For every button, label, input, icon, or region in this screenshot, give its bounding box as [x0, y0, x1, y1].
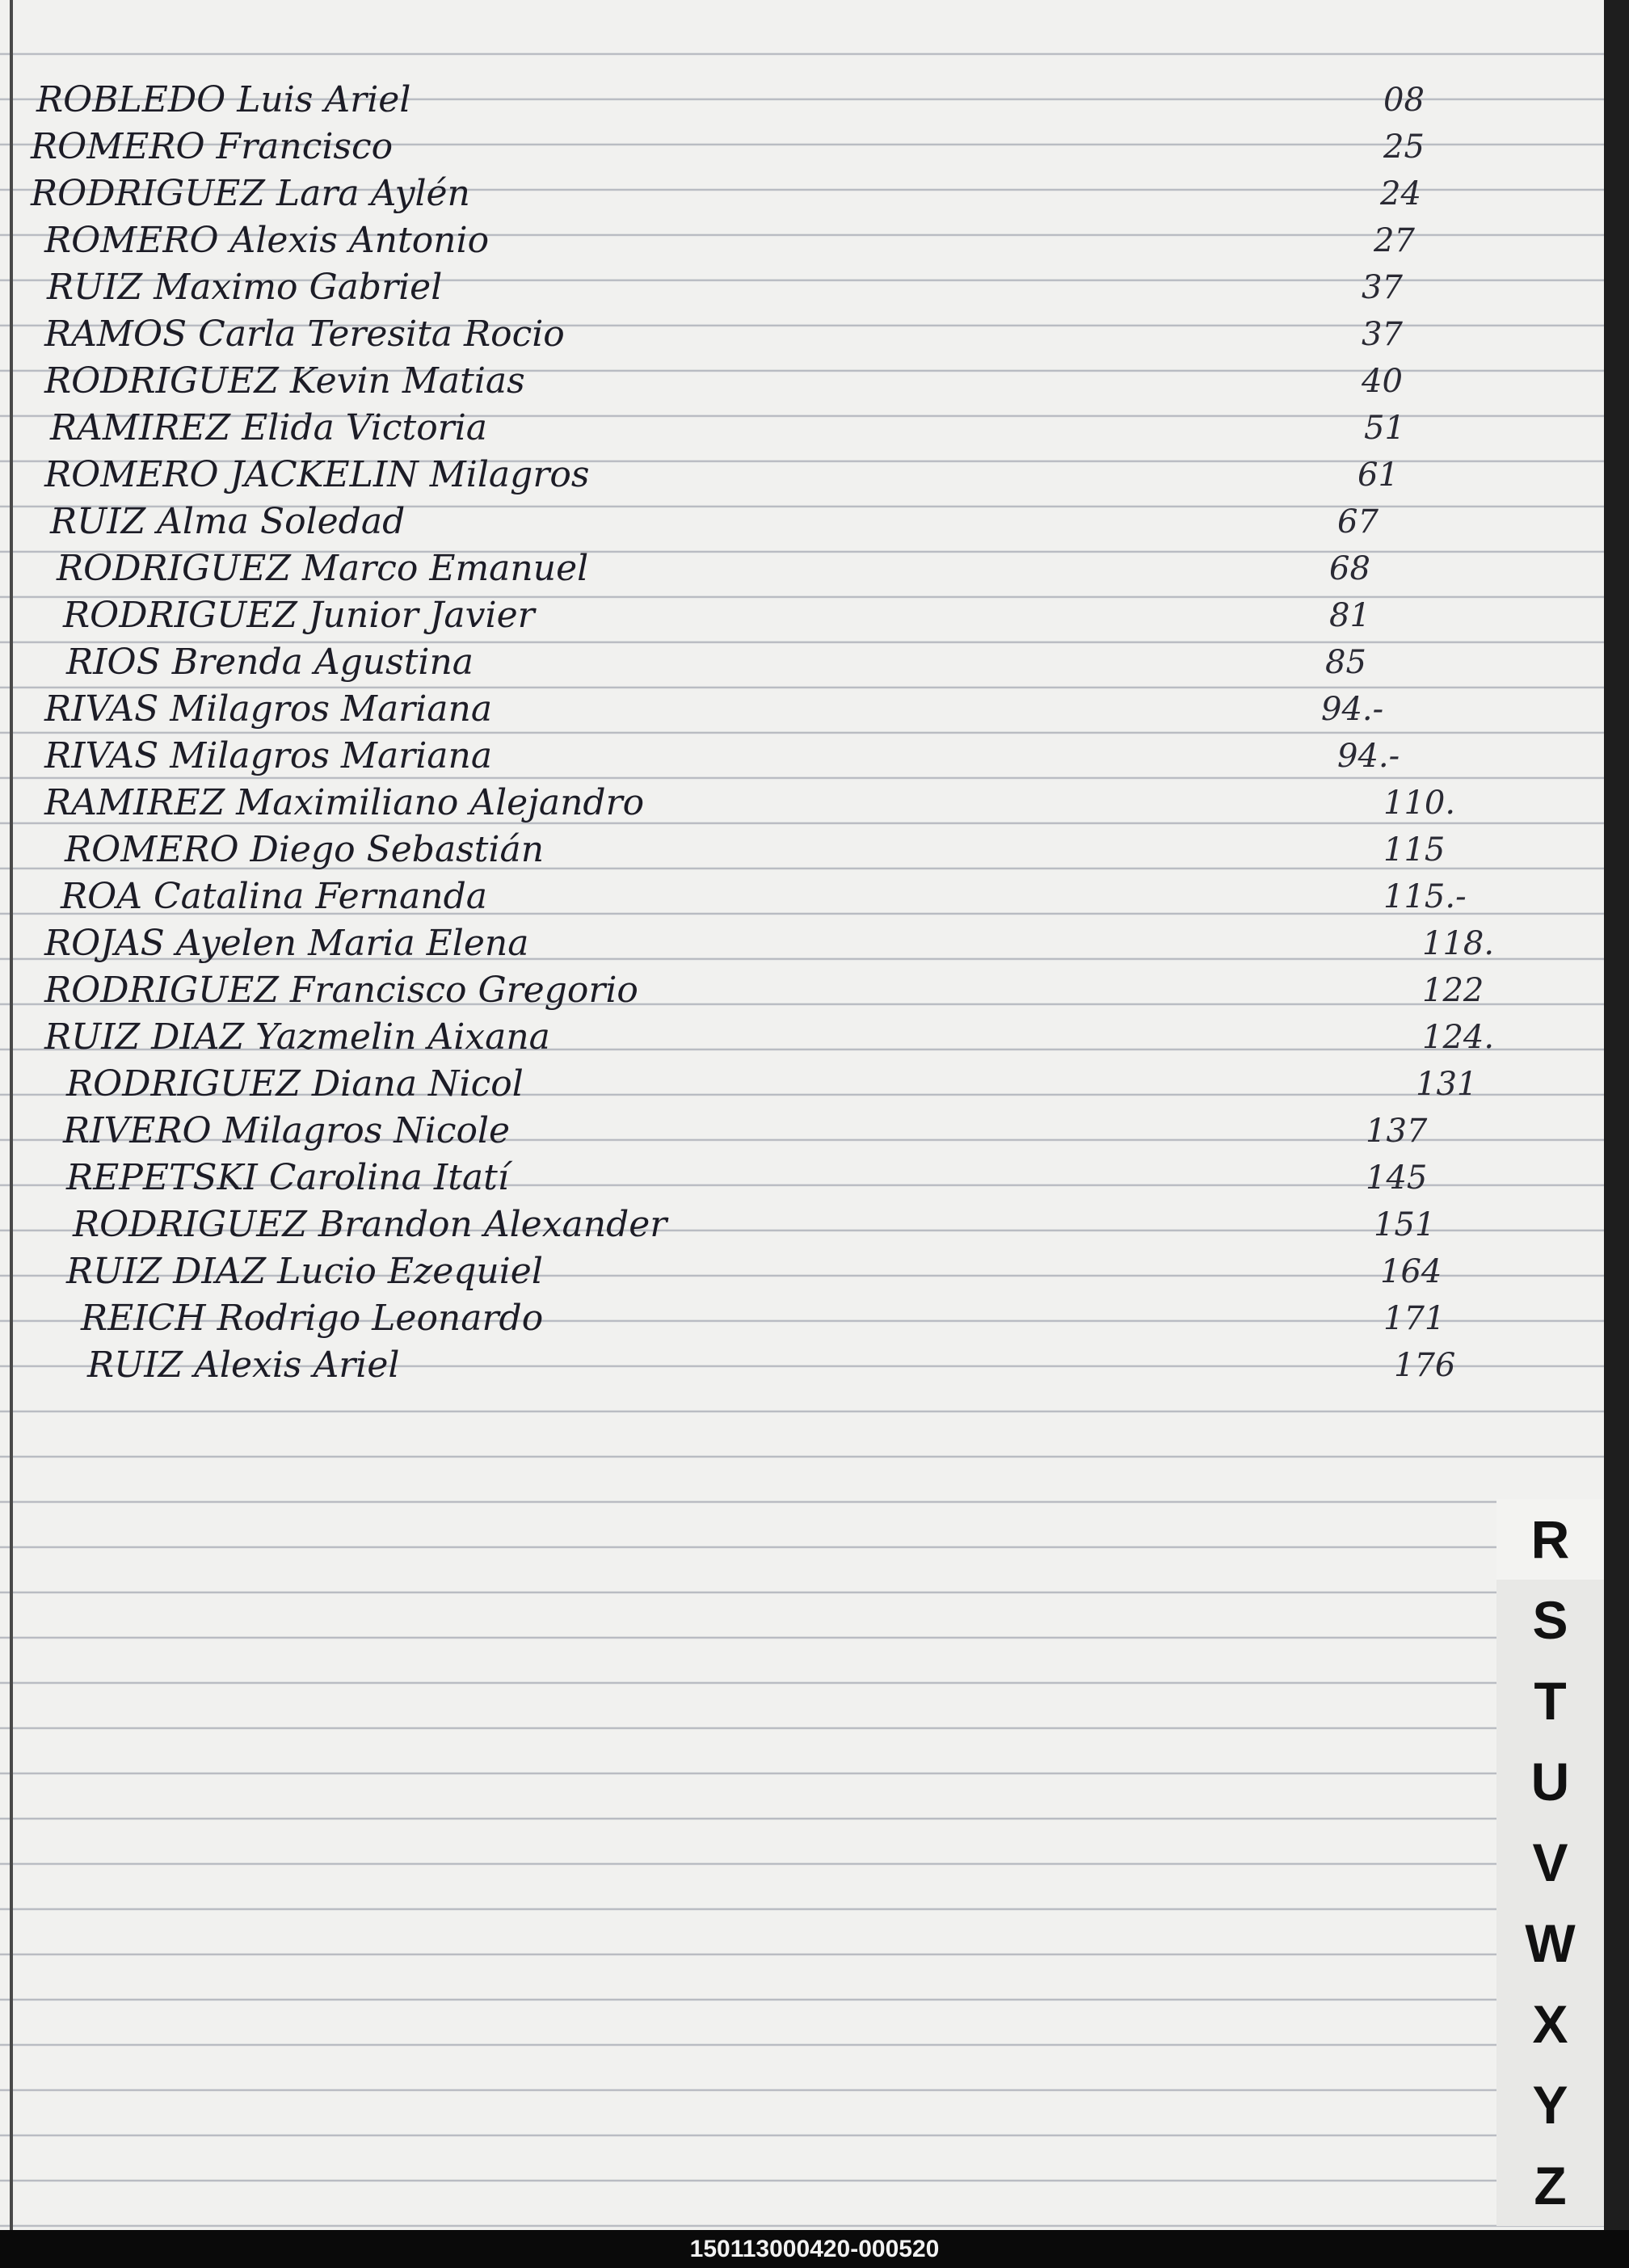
entry-number: 115.- [1383, 878, 1467, 915]
index-tab-u[interactable]: U [1496, 1741, 1604, 1822]
entry-number: 151 [1374, 1206, 1436, 1243]
entry-name: RIVERO Milagros Nicole [63, 1110, 511, 1151]
ledger-entry [0, 1155, 1519, 1201]
ledger-entry [0, 545, 1519, 592]
ledger-entry [0, 1061, 1519, 1108]
index-tab-r[interactable]: R [1496, 1499, 1604, 1580]
entry-name: RODRIGUEZ Francisco Gregorio [44, 970, 638, 1011]
entry-number: 115 [1383, 831, 1446, 869]
entry-name: RODRIGUEZ Marco Emanuel [57, 548, 589, 589]
ledger-entry [0, 1108, 1519, 1155]
ledger-entry [0, 405, 1519, 452]
ledger-entry [0, 358, 1519, 405]
entry-name: RODRIGUEZ Kevin Matias [44, 360, 525, 402]
ledger-entry [0, 920, 1519, 967]
entry-number: 124. [1422, 1019, 1495, 1056]
ledger-entry [0, 124, 1519, 170]
entry-number: 37 [1362, 316, 1403, 353]
entry-name: RODRIGUEZ Brandon Alexander [73, 1204, 667, 1245]
entry-name: ROMERO Diego Sebastián [65, 829, 545, 870]
ledger-entry [0, 311, 1519, 358]
ledger-entry [0, 1248, 1519, 1295]
ledger-entry [0, 873, 1519, 920]
ledger-entry [0, 1201, 1519, 1248]
entry-name: RIVAS Milagros Mariana [44, 735, 493, 776]
entry-name: ROBLEDO Luis Ariel [36, 79, 411, 120]
entry-number: 94.- [1321, 691, 1384, 728]
entry-name: RIOS Brenda Agustina [66, 642, 474, 683]
index-tab-t[interactable]: T [1496, 1660, 1604, 1741]
entry-number: 61 [1358, 457, 1399, 494]
entry-number: 171 [1383, 1300, 1446, 1337]
entry-name: RUIZ DIAZ Yazmelin Aixana [44, 1016, 550, 1058]
entry-name: RUIZ Alexis Ariel [87, 1344, 400, 1386]
entry-name: RUIZ Maximo Gabriel [47, 267, 443, 308]
entry-number: 164 [1380, 1253, 1442, 1290]
entry-number: 81 [1329, 597, 1370, 634]
ledger-entry [0, 1014, 1519, 1061]
ledger-entry [0, 639, 1519, 686]
index-tab-v[interactable]: V [1496, 1822, 1604, 1903]
entry-number: 27 [1374, 222, 1415, 259]
entry-number: 118. [1422, 925, 1495, 962]
index-tab-y[interactable]: Y [1496, 2064, 1604, 2145]
entry-number: 131 [1416, 1066, 1478, 1103]
entry-number: 68 [1329, 550, 1370, 587]
entry-number: 145 [1366, 1159, 1428, 1197]
entry-name: ROMERO Alexis Antonio [44, 220, 490, 261]
entry-number: 67 [1337, 503, 1379, 541]
ledger-entry [0, 452, 1519, 499]
ledger-entry [0, 967, 1519, 1014]
alphabet-index-tabs [1496, 1499, 1604, 2230]
ledger-entry [0, 1295, 1519, 1342]
entry-name: ROA Catalina Fernanda [61, 876, 487, 917]
scan-footer-code: 150113000420-000520 [0, 2230, 1629, 2268]
ledger-entry [0, 827, 1519, 873]
entry-name: RUIZ DIAZ Lucio Ezequiel [66, 1251, 543, 1292]
ledger-entry [0, 1342, 1519, 1389]
entry-name: RODRIGUEZ Lara Aylén [31, 173, 470, 214]
entry-number: 122 [1422, 972, 1484, 1009]
entry-name: RUIZ Alma Soledad [50, 501, 406, 542]
ledger-entry [0, 170, 1519, 217]
entry-number: 25 [1383, 128, 1425, 166]
entry-name: RODRIGUEZ Junior Javier [63, 595, 535, 636]
ledger-entry [0, 217, 1519, 264]
entry-number: 24 [1380, 175, 1421, 212]
entry-number: 37 [1362, 269, 1403, 306]
entry-name: RIVAS Milagros Mariana [44, 688, 493, 730]
ledger-entry [0, 686, 1519, 733]
entry-number: 110. [1383, 785, 1456, 822]
entry-number: 176 [1394, 1347, 1456, 1384]
entry-name: RAMOS Carla Teresita Rocio [44, 313, 565, 355]
entry-name: RODRIGUEZ Diana Nicol [66, 1063, 524, 1105]
index-tab-s[interactable]: S [1496, 1580, 1604, 1660]
ledger-entry [0, 780, 1519, 827]
entry-name: ROMERO JACKELIN Milagros [44, 454, 590, 495]
index-tab-w[interactable]: W [1496, 1903, 1604, 1984]
entry-name: ROJAS Ayelen Maria Elena [44, 923, 529, 964]
index-tab-x[interactable]: X [1496, 1984, 1604, 2064]
entry-number: 40 [1362, 363, 1403, 400]
entry-number: 85 [1325, 644, 1366, 681]
ledger-entry [0, 77, 1519, 124]
ledger-entry [0, 733, 1519, 780]
ledger-entry [0, 264, 1519, 311]
entry-name: REICH Rodrigo Leonardo [81, 1298, 544, 1339]
page-edge-shadow [1604, 0, 1629, 2230]
ledger-entry [0, 499, 1519, 545]
entry-name: RAMIREZ Maximiliano Alejandro [44, 782, 645, 823]
index-tab-z[interactable]: Z [1496, 2145, 1604, 2226]
ledger-entry [0, 592, 1519, 639]
entry-number: 08 [1383, 82, 1425, 119]
entry-name: RAMIREZ Elida Victoria [50, 407, 488, 448]
entry-name: REPETSKI Carolina Itatí [66, 1157, 509, 1198]
entry-number: 137 [1366, 1113, 1428, 1150]
entry-number: 51 [1364, 410, 1405, 447]
entry-name: ROMERO Francisco [31, 126, 394, 167]
entry-number: 94.- [1337, 738, 1400, 775]
